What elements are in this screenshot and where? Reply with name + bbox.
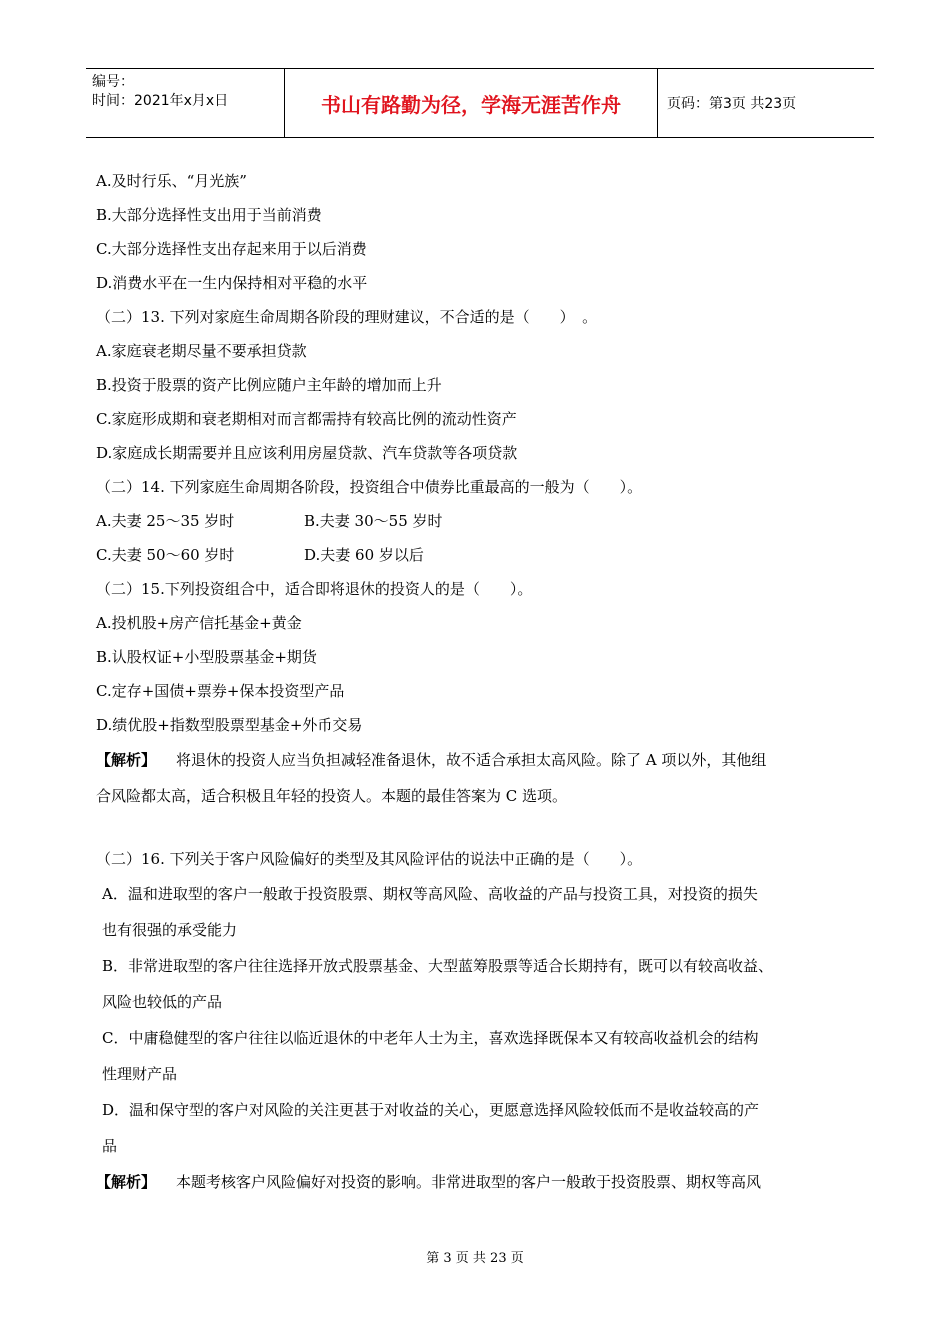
q12-option-d: D.消费水平在一生内保持相对平稳的水平 xyxy=(96,274,368,292)
q16-option-b-line-1: B．非常进取型的客户往往选择开放式股票基金、大型蓝筹股票等适合长期持有，既可以有较高收益、 xyxy=(102,957,774,975)
q15-analysis-text-1: 将退休的投资人应当负担减轻准备退休，故不适合承担太高风险。除了 A 项以外，其他组 xyxy=(176,751,767,769)
q15-analysis-tag: 【解析】 xyxy=(96,751,157,769)
q15-analysis-line-1 xyxy=(96,742,876,778)
q16-option-a xyxy=(96,876,876,948)
q16-analysis-tag: 【解析】 xyxy=(96,1173,157,1191)
q16-option-b xyxy=(96,948,876,1020)
q13-option-b: B.投资于股票的资产比例应随户主年龄的增加而上升 xyxy=(96,376,442,394)
q15-option-c: C.定存+国债+票券+保本投资型产品 xyxy=(96,682,345,700)
q12-option-c: C.大部分选择性支出存起来用于以后消费 xyxy=(96,240,367,258)
q16-option-c xyxy=(96,1020,876,1092)
header-time-label: 时间：2021年x月x日 xyxy=(92,93,229,109)
q16-option-d-line-2: 品 xyxy=(102,1137,118,1155)
q14-options-row-1 xyxy=(96,504,876,538)
q16-analysis xyxy=(96,1164,876,1200)
header-number-label: 编号： xyxy=(92,74,134,90)
q15-option-b: B.认股权证+小型股票基金+期货 xyxy=(96,648,317,666)
q16-option-d xyxy=(96,1092,876,1164)
q16-option-c-line-2: 性理财产品 xyxy=(102,1065,178,1083)
q13-stem: （二）13. 下列对家庭生命周期各阶段的理财建议，不合适的是（ ） 。 xyxy=(96,308,598,326)
q12-option-a: A.及时行乐、“月光族” xyxy=(96,172,247,190)
q15-option-a: A.投机股+房产信托基金+黄金 xyxy=(96,614,302,632)
q16-option-b-line-2: 风险也较低的产品 xyxy=(102,993,223,1011)
q16-option-a-line-1: A．温和进取型的客户一般敢于投资股票、期权等高风险、高收益的产品与投资工具，对投资的损失 xyxy=(102,885,758,903)
page-header xyxy=(86,68,874,138)
q13-option-d: D.家庭成长期需要并且应该利用房屋贷款、汽车贷款等各项贷款 xyxy=(96,444,518,462)
q15-analysis-line-2: 合风险都太高，适合积极且年轻的投资人。本题的最佳答案为 C 选项。 xyxy=(96,787,568,805)
q16-stem: （二）16. 下列关于客户风险偏好的类型及其风险评估的说法中正确的是（ ）。 xyxy=(96,850,643,868)
q13-option-c: C.家庭形成期和衰老期相对而言都需持有较高比例的流动性资产 xyxy=(96,410,517,428)
q14-option-a: A.夫妻 25～35 岁时 xyxy=(96,512,235,530)
header-page-label: 页码：第3页 共23页 xyxy=(667,96,797,112)
q12-option-b: B.大部分选择性支出用于当前消费 xyxy=(96,206,322,224)
header-motto: 书山有路勤为径，学海无涯苦作舟 xyxy=(284,69,658,137)
document-body xyxy=(96,164,876,1200)
q15-analysis xyxy=(96,742,876,814)
spacer xyxy=(96,814,876,842)
q16-option-c-line-1: C．中庸稳健型的客户往往以临近退休的中老年人士为主，喜欢选择既保本又有较高收益机会的结构 xyxy=(102,1029,759,1047)
q14-stem: （二）14. 下列家庭生命周期各阶段，投资组合中债券比重最高的一般为（ ）。 xyxy=(96,478,643,496)
q16-option-d-line-1: D．温和保守型的客户对风险的关注更甚于对收益的关心，更愿意选择风险较低而不是收益较高的产 xyxy=(102,1101,760,1119)
page-footer: 第 3 页 共 23 页 xyxy=(426,1251,524,1266)
header-meta xyxy=(92,73,282,111)
q13-option-a: A.家庭衰老期尽量不要承担贷款 xyxy=(96,342,307,360)
q14-option-c: C.夫妻 50～60 岁时 xyxy=(96,546,235,564)
q16-analysis-text-1: 本题考核客户风险偏好对投资的影响。非常进取型的客户一般敢于投资股票、期权等高风 xyxy=(176,1173,762,1191)
q16-option-a-line-2: 也有很强的承受能力 xyxy=(102,921,238,939)
q15-stem: （二）15.下列投资组合中，适合即将退休的投资人的是（ ）。 xyxy=(96,580,533,598)
q14-options-row-2 xyxy=(96,538,876,572)
q14-option-d: D.夫妻 60 岁以后 xyxy=(304,546,424,564)
q14-option-b: B.夫妻 30～55 岁时 xyxy=(304,512,443,530)
q15-option-d: D.绩优股+指数型股票型基金+外币交易 xyxy=(96,716,363,734)
